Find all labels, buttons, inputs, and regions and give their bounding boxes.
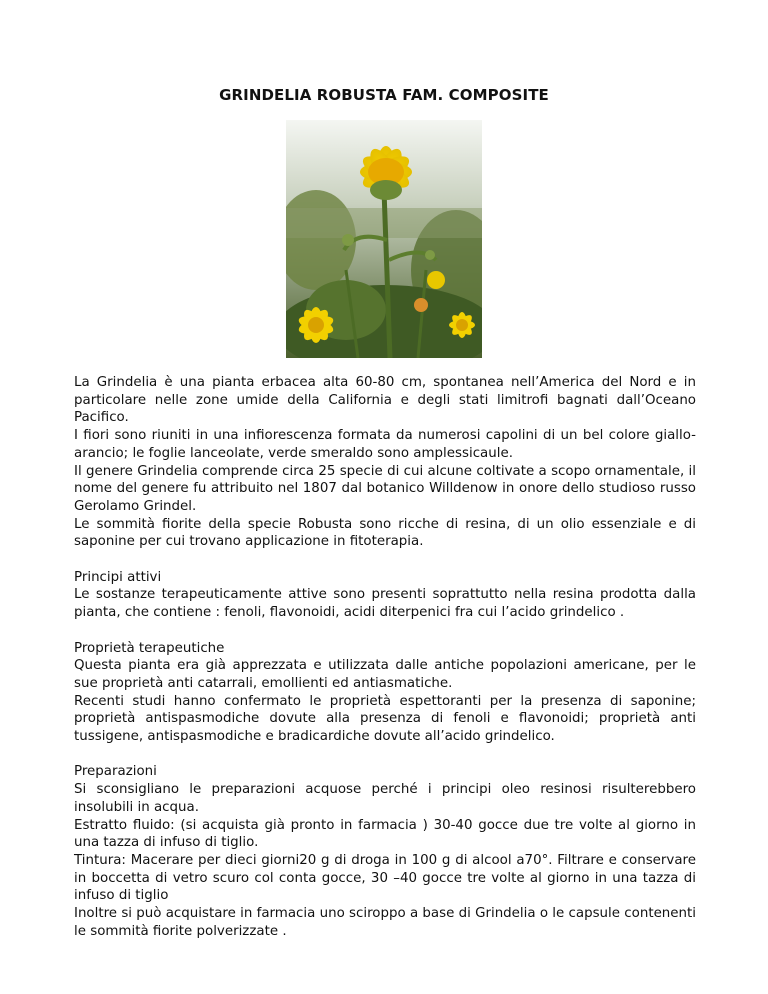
proprieta-paragraph-2: Recenti studi hanno confermato le proprietà espettoranti per la presenza di saponine; proprietà antispasmodiche dovute alla presenza di fenoli e flavonoidi; proprietà anti tussigene, antispasmodiche e bradicardiche dovute all’acido grindelico. [74,693,696,745]
preparazioni-paragraph-1: Si sconsigliano le preparazioni acquose perché i principi oleo resinosi risulterebbero insolubili in acqua. [74,782,696,815]
intro-paragraph-1: La Grindelia è una pianta erbacea alta 60-80 cm, spontanea nell’America del Nord e in particolare nelle zone umide della California e degli stati limitrofi bagnati dall’Oceano Pacifico. [74,375,696,426]
principi-paragraph-1: Le sostanze terapeuticamente attive sono presenti soprattutto nella resina prodotta dalla pianta, che contiene : fenoli, flavonoidi, acidi diterpenici fra cui l’acido grindelico . [74,587,696,621]
document-body [74,374,696,940]
intro-paragraph-2: I fiori sono riuniti in una infiorescenza formata da numerosi capolini di un bel colore giallo-arancio; le foglie lanceolate, verde smeraldo sono amplessicaule. [74,428,696,461]
section-heading-principi: Principi attivi [74,569,162,585]
preparazioni-paragraph-2: Estratto fluido: (si acquista già pronto in farmacia ) 30-40 gocce due tre volte al giorno in una tazza di infuso di tiglio. [74,817,696,851]
section-heading-proprieta: Proprietà terapeutiche [74,640,225,656]
preparazioni-paragraph-4: Inoltre si può acquistare in farmacia uno sciroppo a base di Grindelia o le capsule contenenti le sommità fiorite polverizzate . [74,906,696,939]
preparazioni-paragraph-3: Tintura: Macerare per dieci giorni20 g di droga in 100 g di alcool a70°. Filtrare e conservare in boccetta di vetro scuro col conta gocce, 30 –40 gocce tre volte al giorno in una tazza di infuso di tiglio [74,852,696,904]
grindelia-flower-photo [286,120,482,358]
document-title: GRINDELIA ROBUSTA FAM. COMPOSITE [219,86,549,104]
section-heading-preparazioni: Preparazioni [74,764,157,780]
intro-paragraph-4: Le sommità fiorite della specie Robusta sono ricche di resina, di un olio essenziale e di saponine per cui trovano applicazione in fitoterapia. [74,516,696,550]
intro-paragraph-3: Il genere Grindelia comprende circa 25 specie di cui alcune coltivate a scopo ornamentale, il nome del genere fu attribuito nel 1807 dal botanico Willdenow in onore dello studioso russo Gerolamo Grindel. [74,463,696,514]
proprieta-paragraph-1: Questa pianta era già apprezzata e utilizzata dalle antiche popolazioni americane, per le sue proprietà anti catarrali, emollienti ed antiasmatiche. [74,658,696,691]
